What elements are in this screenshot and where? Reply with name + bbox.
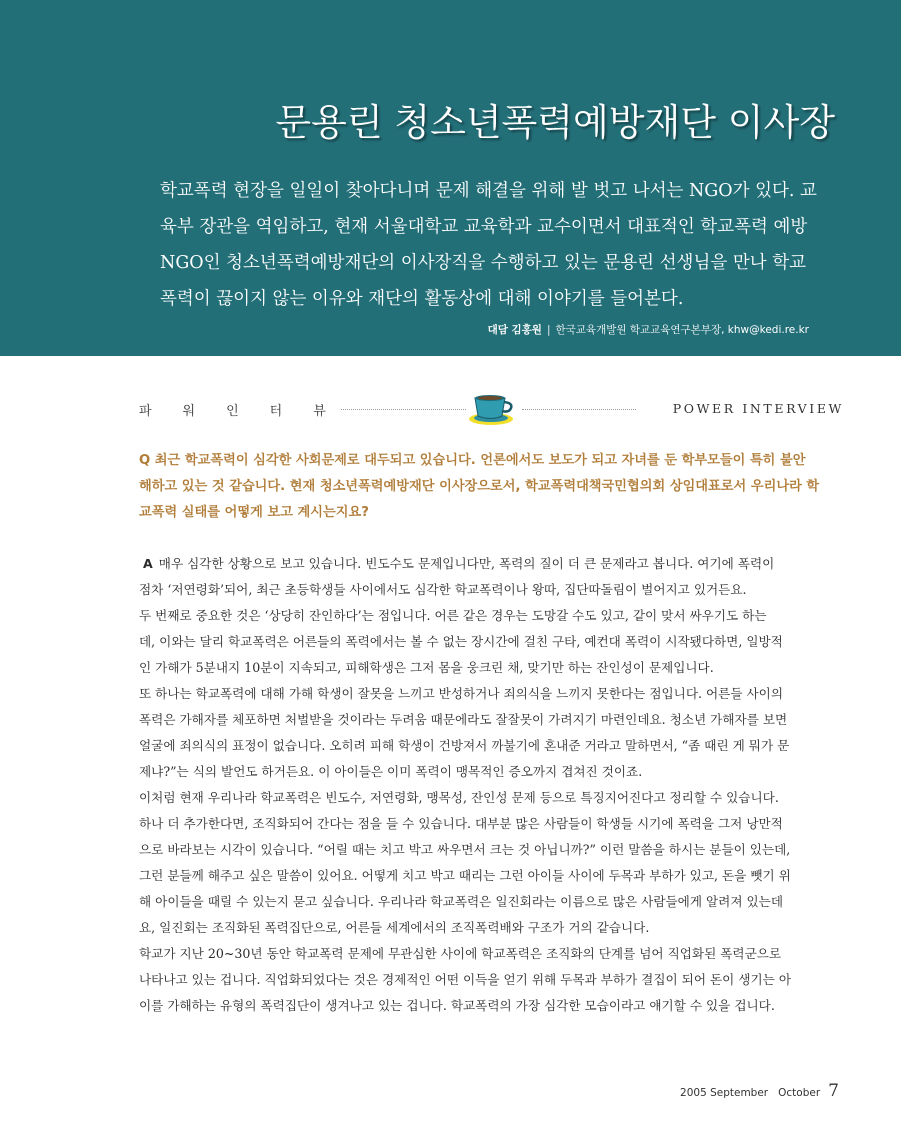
byline [488, 322, 809, 337]
byline-separator: | [546, 324, 551, 336]
section-label-english: POWER INTERVIEW [672, 401, 844, 416]
answer-line: 나타나고 있는 겁니다. 직업화되었다는 것은 경제적인 어떤 이득을 얻기 위해 두목과 부하가 결집이 되어 돈이 생기는 아 [139, 972, 792, 987]
answer-line: 얼굴에 죄의식의 표정이 없습니다. 오히려 피해 학생이 건방져서 까불기에 혼내준 거라고 말하면서, “좀 때린 게 뭐가 문 [139, 738, 790, 753]
lead-line: 학교폭력 현장을 일일이 찾아다니며 문제 해결을 위해 발 벗고 나서는 NGO가 있다. 교 [160, 181, 817, 201]
answer-line: 그런 분들께 해주고 싶은 말씀이 있어요. 어떻게 치고 박고 때리는 그런 아이들 사이에 두목과 부하가 있고, 돈을 뺏기 위 [139, 868, 791, 883]
lead-line: 폭력이 끊이지 않는 이유와 재단의 활동상에 대해 이야기를 들어본다. [160, 289, 684, 309]
section-label-korean: 파워인터뷰 [139, 404, 357, 419]
dotted-divider-left [341, 409, 466, 410]
dotted-divider-right [522, 409, 636, 410]
question-line: 해하고 있는 것 같습니다. 현재 청소년폭력예방재단 이사장으로서, 학교폭력대책국민협의회 상임대표로서 우리나라 학 [139, 479, 820, 494]
answer-line: 두 번째로 중요한 것은 ‘상당히 잔인하다’는 점입니다. 어른 같은 경우는 도망갈 수도 있고, 같이 맞서 싸우기도 하는 [139, 608, 767, 623]
lead-line: 육부 장관을 역임하고, 현재 서울대학교 교육학과 교수이면서 대표적인 학교폭력 예방 [160, 217, 808, 237]
answer-line: 해 아이들을 때릴 수 있는지 묻고 싶습니다. 우리나라 학교폭력은 일진회라는 이름으로 많은 사람들에게 알려져 있는데 [139, 894, 783, 909]
answer-line: 폭력은 가해자를 체포하면 처벌받을 것이라는 두려움 때문에라도 잘잘못이 가려지기 마련인데요. 청소년 가해자를 보면 [139, 712, 788, 727]
interviewer-name: 대담 김홍원 [487, 324, 542, 336]
coffee-cup-icon [465, 393, 517, 427]
interviewer-affiliation: 한국교육개발원 학교교육연구본부장, khw@kedi.re.kr [555, 324, 809, 336]
interview-question [139, 448, 844, 526]
answer-first-line: 매우 심각한 상황으로 보고 있습니다. 빈도수도 문제입니다만, 폭력의 질이 더 큰 문제라고 봅니다. 여기에 폭력이 [158, 556, 775, 571]
answer-line: 또 하나는 학교폭력에 대해 가해 학생이 잘못을 느끼고 반성하거나 죄의식을 느끼지 못한다는 점입니다. 어른들 사이의 [139, 686, 783, 701]
answer-line: 요, 일진회는 조직화된 폭력집단으로, 어른들 세계에서의 조직폭력배와 구조가 거의 같습니다. [139, 920, 650, 935]
article-title: 문용린 청소년폭력예방재단 이사장 [275, 101, 835, 144]
page-footer [680, 1081, 839, 1101]
question-line: 교폭력 실태를 어떻게 보고 계시는지요? [139, 505, 369, 520]
header-banner [0, 0, 901, 356]
answer-line: 이를 가해하는 유형의 폭력집단이 생겨나고 있는 겁니다. 학교폭력의 가장 심각한 모습이라고 얘기할 수 있을 겁니다. [139, 998, 775, 1013]
answer-line: 이처럼 현재 우리나라 학교폭력은 빈도수, 저연령화, 맹목성, 잔인성 문제 등으로 특징지어진다고 정리할 수 있습니다. [139, 790, 779, 805]
answer-line [139, 551, 844, 577]
answer-line: 데, 이와는 달리 학교폭력은 어른들의 폭력에서는 볼 수 없는 장시간에 걸친 구타, 예컨대 폭력이 시작됐다하면, 일방적 [139, 634, 783, 649]
interview-answer [139, 551, 844, 1019]
answer-line: 인 가해가 5분내지 10분이 지속되고, 피해학생은 그저 몸을 웅크린 채, 맞기만 하는 잔인성이 문제입니다. [139, 660, 714, 675]
answer-line: 하나 더 추가한다면, 조직화되어 간다는 점을 들 수 있습니다. 대부분 많은 사람들이 학생들 시기에 폭력을 그저 낭만적 [139, 816, 783, 831]
issue-month: October [778, 1087, 821, 1099]
answer-marker: A [143, 556, 153, 571]
issue-date: 2005 September [680, 1087, 769, 1099]
page-number: 7 [828, 1081, 839, 1101]
answer-line: 학교가 지난 20~30년 동안 학교폭력 문제에 무관심한 사이에 학교폭력은 조직화의 단계를 넘어 직업화된 폭력군으로 [139, 946, 782, 961]
answer-line: 으로 바라보는 시각이 있습니다. “어릴 때는 치고 박고 싸우면서 크는 것 아닙니까?” 이런 말씀을 하시는 분들이 있는데, [139, 842, 791, 857]
answer-line: 제냐?”는 식의 발언도 하거든요. 이 아이들은 이미 폭력이 맹목적인 증오까지 겹쳐진 것이죠. [139, 764, 643, 779]
answer-line: 점차 ‘저연령화’되어, 최근 초등학생들 사이에서도 심각한 학교폭력이나 왕따, 집단따돌림이 벌어지고 있거든요. [139, 582, 747, 597]
question-line: Q 최근 학교폭력이 심각한 사회문제로 대두되고 있습니다. 언론에서도 보도가 되고 자녀를 둔 학부모들이 특히 불안 [139, 453, 806, 468]
lead-line: NGO인 청소년폭력예방재단의 이사장직을 수행하고 있는 문용린 선생님을 만나 학교 [160, 253, 807, 273]
lead-paragraph [160, 173, 850, 317]
section-header [139, 398, 844, 422]
